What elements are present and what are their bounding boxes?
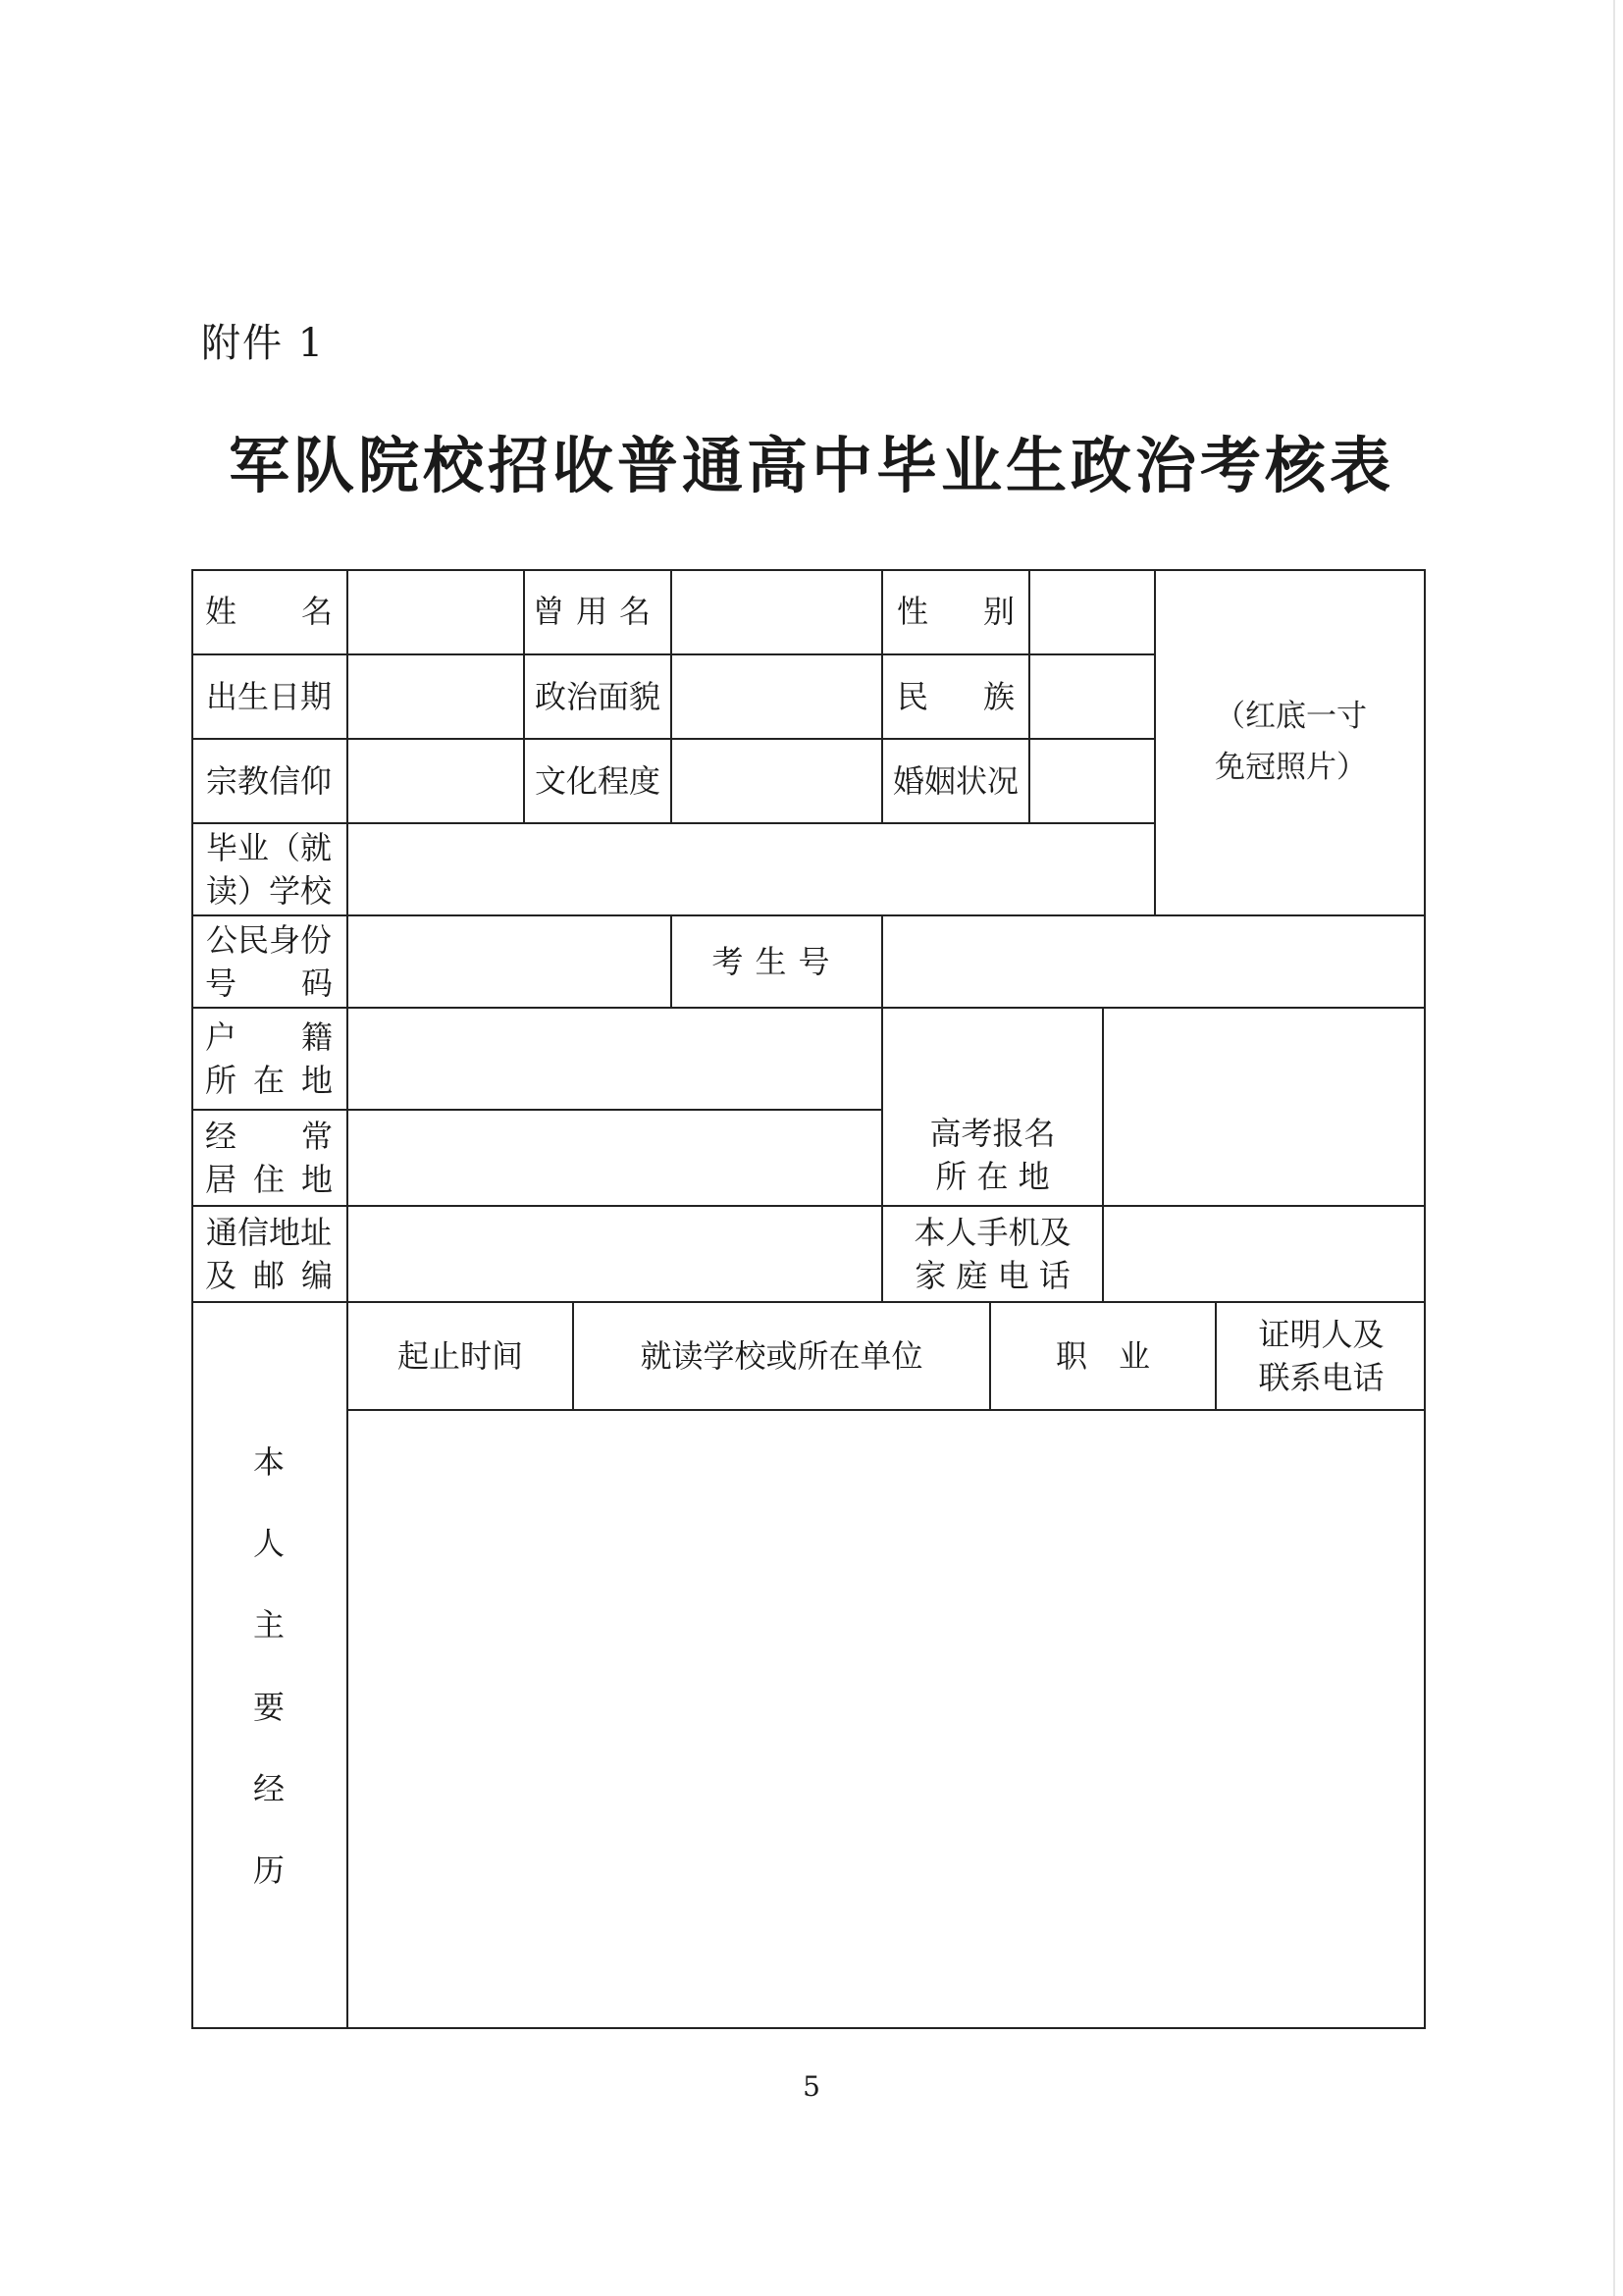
header-witness: 证明人及 联系电话 — [1258, 1316, 1385, 1396]
phone-field[interactable] — [1104, 1207, 1426, 1301]
label-name: 姓 名 — [205, 593, 333, 630]
address-field[interactable] — [348, 1207, 881, 1301]
religion-field[interactable] — [348, 740, 523, 822]
label-marital-status: 婚姻状况 — [892, 762, 1019, 800]
form-title: 军队院校招收普通高中毕业生政治考核表 — [228, 430, 1394, 501]
label-former-name: 曾用名 — [532, 593, 662, 630]
label-exam-number: 考生号 — [711, 943, 842, 980]
label-id-number: 公民身份 号 码 — [205, 921, 333, 1002]
photo-placeholder[interactable] — [1156, 569, 1426, 914]
label-gaokao-location: 高考报名 所 在 地 — [929, 1115, 1056, 1195]
attachment-label: 附件 1 — [201, 321, 326, 366]
photo-hint-line2: 免冠照片） — [1215, 750, 1367, 785]
residence-field[interactable] — [348, 1111, 881, 1205]
label-address: 通信地址 及 邮 编 — [205, 1214, 333, 1294]
page-number: 5 — [803, 2070, 820, 2103]
birth-date-field[interactable] — [348, 655, 523, 738]
label-residence: 经 常 居 住 地 — [205, 1118, 333, 1198]
header-occupation: 职 业 — [1055, 1337, 1150, 1375]
label-political-status: 政治面貌 — [534, 678, 660, 715]
ethnicity-field[interactable] — [1030, 655, 1154, 738]
scan-edge — [1613, 0, 1615, 2296]
label-school: 毕业（就 读）学校 — [205, 829, 332, 910]
marital-status-field[interactable] — [1030, 740, 1154, 822]
exam-number-field[interactable] — [883, 916, 1426, 1007]
political-review-form — [191, 569, 1426, 2029]
header-school-unit: 就读学校或所在单位 — [640, 1337, 923, 1375]
gender-field[interactable] — [1030, 569, 1154, 653]
id-number-field[interactable] — [348, 916, 670, 1007]
history-entries-area[interactable] — [348, 1411, 1426, 2029]
label-history: 本 人 主 要 经 历 — [252, 1442, 285, 1890]
political-status-field[interactable] — [672, 655, 881, 738]
label-gender: 性 别 — [897, 593, 1015, 630]
education-field[interactable] — [672, 740, 881, 822]
label-birth-date: 出生日期 — [205, 678, 332, 715]
label-religion: 宗教信仰 — [205, 762, 332, 800]
school-field[interactable] — [348, 824, 1154, 914]
former-name-field[interactable] — [672, 569, 881, 653]
label-ethnicity: 民 族 — [897, 678, 1015, 715]
photo-hint-line1: （红底一寸 — [1215, 699, 1367, 734]
header-period: 起止时间 — [396, 1337, 523, 1375]
hukou-field[interactable] — [348, 1009, 881, 1109]
label-hukou: 户 籍 所 在 地 — [205, 1018, 333, 1099]
label-education: 文化程度 — [534, 762, 660, 800]
label-phone: 本人手机及 家 庭 电 话 — [914, 1214, 1072, 1294]
name-field[interactable] — [348, 569, 523, 653]
